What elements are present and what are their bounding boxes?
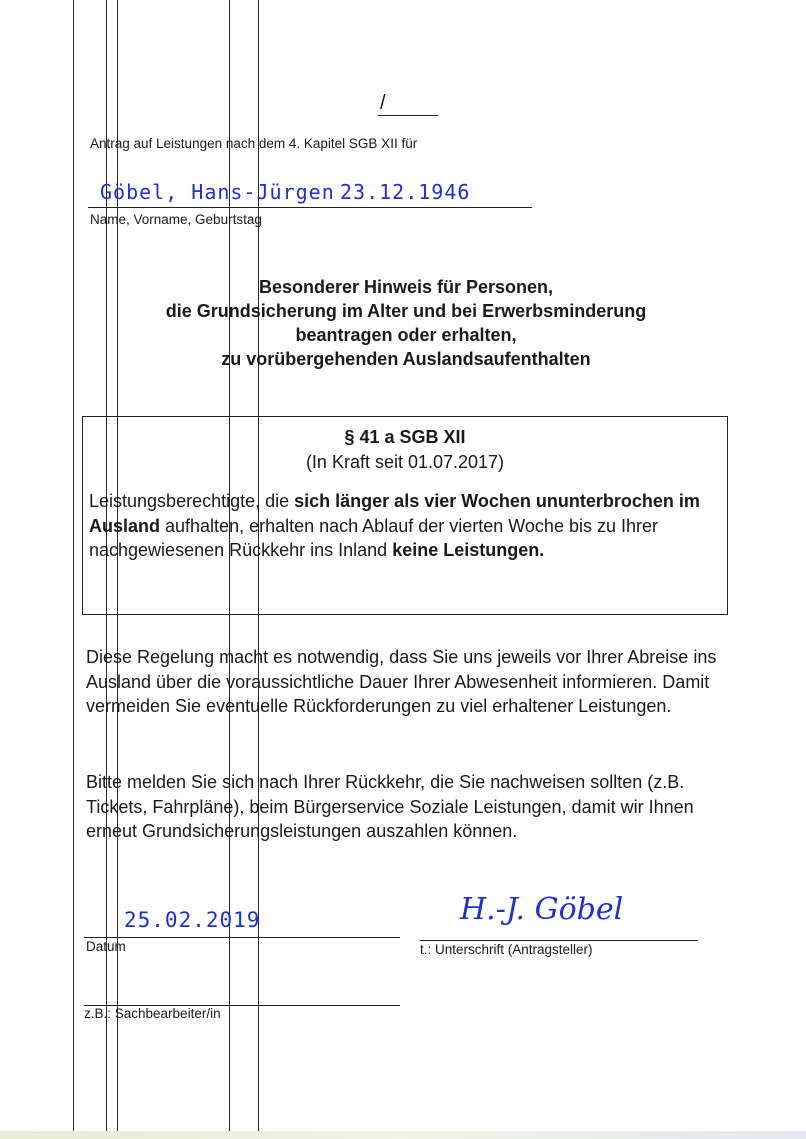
paragraph-2: Bitte melden Sie sich nach Ihrer Rückkehr, die Sie nachweisen sollten (z.B. Tickets, Fahrpläne), beim Bürgerservice Soziale Leistungen, damit wir Ihnen erneut Grundsicherungsleistungen auszahlen können. — [86, 772, 694, 841]
application-line: Antrag auf Leistungen nach dem 4. Kapitel SGB XII für — [90, 136, 418, 151]
heading-line: beantragen oder erhalten, — [295, 325, 517, 345]
legal-box — [82, 416, 728, 615]
notice-heading — [82, 275, 730, 371]
name-field-label: Name, Vorname, Geburtstag — [90, 212, 262, 227]
legal-subtitle: (In Kraft seit 01.07.2017) — [305, 452, 505, 472]
signature[interactable] — [460, 892, 623, 927]
paragraph-1: Diese Regelung macht es notwendig, dass Sie uns jeweils vor Ihrer Abreise ins Ausland über die voraussichtliche Dauer Ihrer Abwesenheit informieren. Damit vermeiden Sie eventuelle Rückforderungen zu viel erhaltener Leistungen. — [86, 647, 717, 716]
scan-line — [73, 0, 74, 1139]
legal-text — [89, 489, 725, 563]
legal-title: § 41 a SGB XII — [344, 427, 466, 447]
signature-label: t.: Unterschrift (Antragsteller) — [420, 942, 593, 957]
signature-text: H.-J. Göbel — [460, 892, 624, 927]
clerk-label: z.B.: Sachbearbeiter/in — [84, 1006, 221, 1021]
signature-underline — [420, 940, 698, 941]
heading-line: die Grundsicherung im Alter und bei Erwerbsminderung — [165, 301, 647, 321]
heading-line: Besonderer Hinweis für Personen, — [258, 277, 554, 297]
handwritten-date[interactable]: 25.02.2019 — [124, 908, 261, 932]
date-underline — [84, 937, 400, 938]
legal-text-bold: keine Leistungen. — [392, 540, 545, 560]
legal-text-part: aufhalten, erhalten nach Ablauf der vierten Woche bis zu Ihrer nachgewiesenen Rückkehr ins Inland — [89, 515, 658, 560]
date-label: Datum — [86, 939, 126, 954]
page-number: / — [378, 92, 438, 116]
legal-text-part: Leistungsberechtigte, die — [89, 491, 295, 511]
handwritten-name[interactable]: Göbel, Hans-Jürgen — [100, 180, 335, 204]
heading-line: zu vorübergehenden Auslandsaufenthalten — [221, 349, 591, 369]
name-underline — [88, 207, 532, 208]
handwritten-birthdate[interactable]: 23.12.1946 — [340, 180, 471, 204]
scan-edge — [0, 1131, 806, 1139]
legal-text-bold: sich länger als vier Wochen ununterbrochen im Ausland — [89, 491, 700, 536]
